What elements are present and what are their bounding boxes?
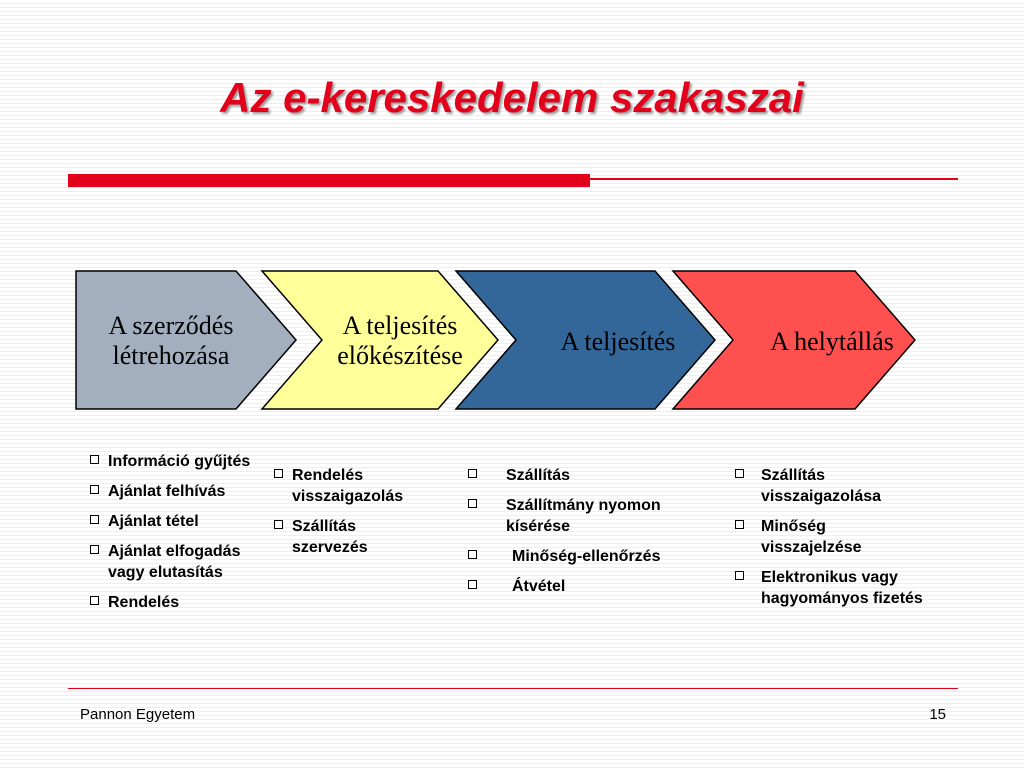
checkbox-square-icon	[274, 469, 283, 478]
list-item: Szállítás visszaigazolása	[733, 465, 921, 507]
checkbox-square-icon	[735, 520, 744, 529]
footer-divider	[68, 688, 958, 689]
stage-1-items	[88, 451, 268, 622]
list-item: Szállítás	[466, 465, 716, 486]
stage-1-label-line-2: létrehozása	[112, 341, 230, 370]
list-item: Ajánlat elfogadás vagy elutasítás	[88, 541, 258, 583]
stage-3-items	[466, 465, 716, 606]
list-item: Ajánlat felhívás	[88, 481, 268, 502]
checkbox-square-icon	[468, 580, 477, 589]
checkbox-square-icon	[468, 469, 477, 478]
checkbox-square-icon	[735, 571, 744, 580]
stage-4-items	[733, 465, 943, 618]
list-item: Minőség-ellenőrzés	[466, 546, 716, 567]
checkbox-square-icon	[468, 550, 477, 559]
stage-4-label	[742, 327, 922, 357]
checkbox-square-icon	[468, 499, 477, 508]
list-item: Elektronikus vagy hagyományos fizetés	[733, 567, 936, 609]
checkbox-square-icon	[90, 515, 99, 524]
stage-3-label	[528, 327, 708, 357]
stage-2-items	[272, 465, 442, 567]
stage-3-label-line-1: A teljesítés	[560, 327, 676, 356]
list-item: Minőség visszajelzése	[733, 516, 901, 558]
stage-1-label	[80, 311, 262, 371]
list-item: Szállítmány nyomon kísérése	[466, 495, 676, 537]
footer-organization: Pannon Egyetem	[80, 706, 196, 723]
stage-2-label	[310, 311, 490, 371]
list-item: Ajánlat tétel	[88, 511, 268, 532]
list-item: Rendelés visszaigazolás	[272, 465, 442, 507]
checkbox-square-icon	[90, 596, 99, 605]
stage-2-label-line-1: A teljesítés	[342, 311, 458, 340]
list-item: Átvétel	[466, 576, 716, 597]
stage-4-label-line-1: A helytállás	[770, 327, 894, 356]
list-item: Szállítás szervezés	[272, 516, 402, 558]
checkbox-square-icon	[90, 545, 99, 554]
checkbox-square-icon	[735, 469, 744, 478]
page-number: 15	[929, 706, 946, 723]
checkbox-square-icon	[90, 485, 99, 494]
slide-title: Az e-kereskedelem szakaszai	[220, 74, 804, 121]
list-item: Rendelés	[88, 592, 268, 613]
stage-2-label-line-2: előkészítése	[337, 341, 463, 370]
checkbox-square-icon	[90, 455, 99, 464]
checkbox-square-icon	[274, 520, 283, 529]
stage-1-label-line-1: A szerződés	[108, 311, 234, 340]
list-item: Információ gyűjtés	[88, 451, 268, 472]
